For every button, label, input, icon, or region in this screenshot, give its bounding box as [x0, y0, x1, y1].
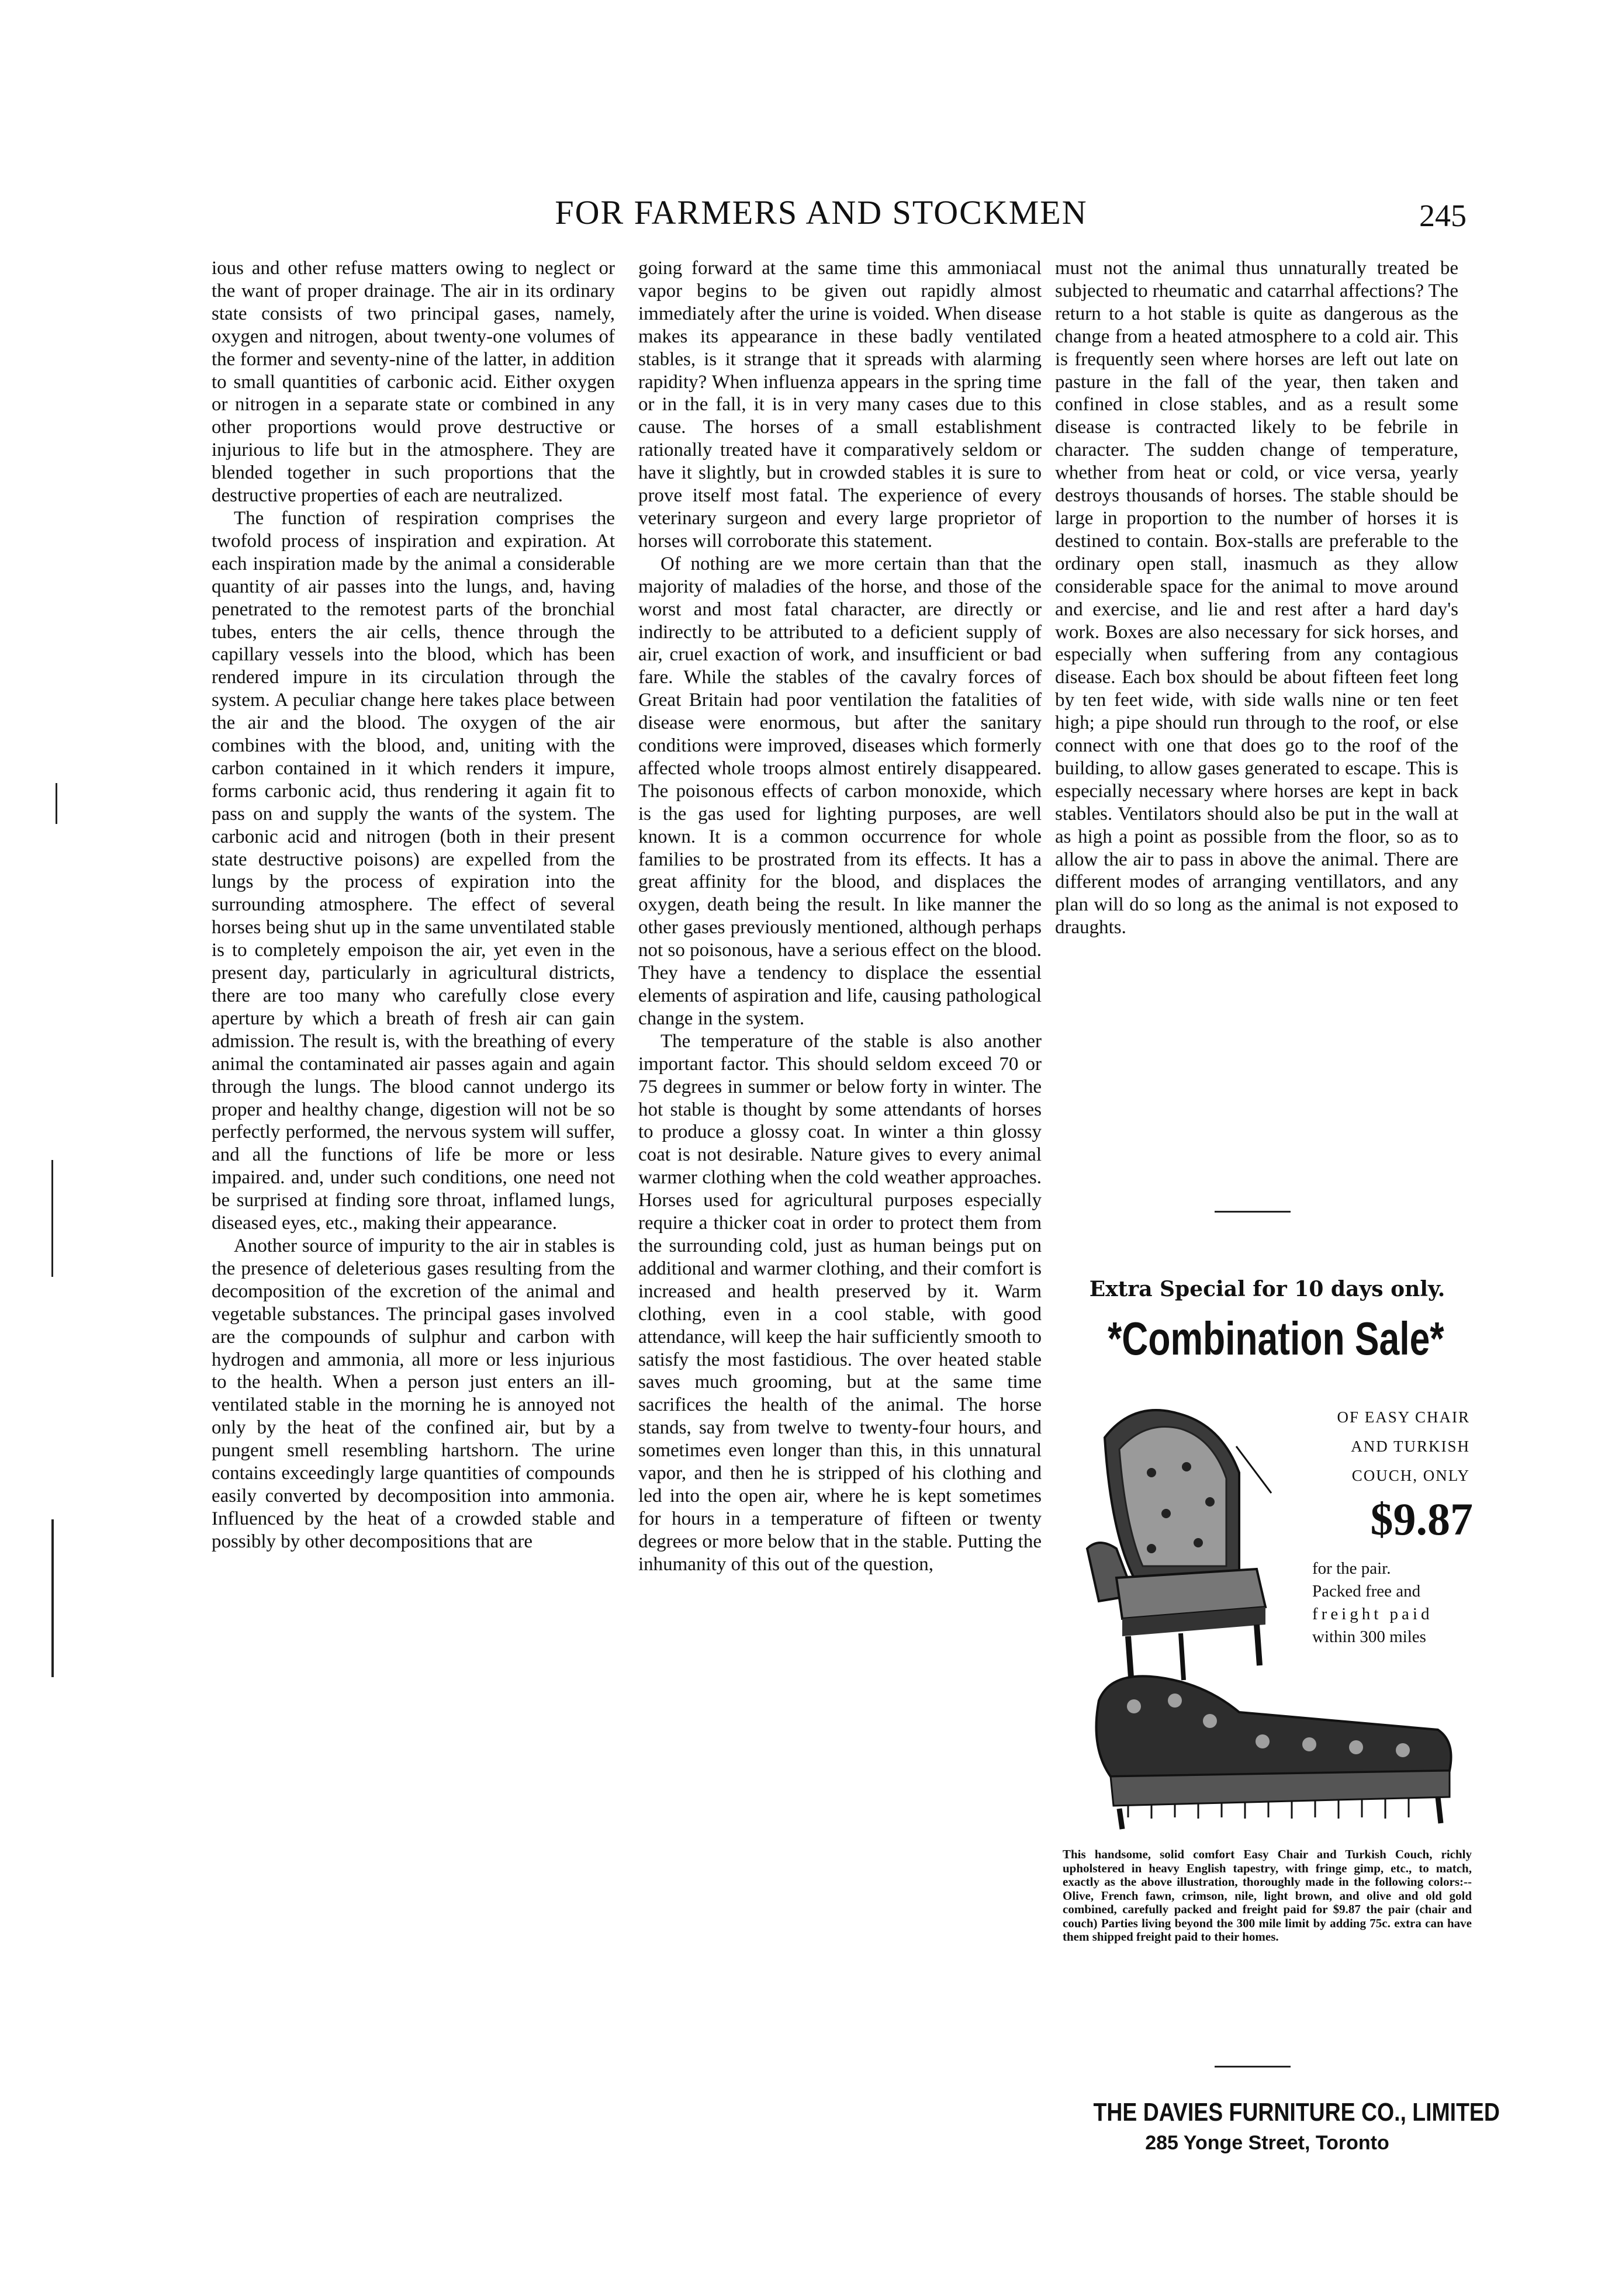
- ad-divider-rule: [1215, 2066, 1291, 2068]
- article-end-rule: [1215, 1211, 1291, 1213]
- paragraph: The temperature of the stable is also another important factor. This should seldom exceed 70 or 75 degrees in summer or below forty in winter. The hot stable is thought by some attendants of horses to produce a glossy coat. In winter a thin glossy coat is not desirable. Nature gives to every animal warmer clothing when the cold weather approaches. Horses used for agricultural purposes especially require a thicker coat in order to protect them from the surrounding cold, just as human beings put on additional and warmer clothing, and their comfort is increased and health preserved by it. Warm clothing, even in a cool stable, with good attendance, will keep the hair sufficiently smooth to satisfy the most fastidious. The over heated stable saves much grooming, but at the same time sacrifices the health of the animal. The horse stands, say from twelve to twenty-four hours, and sometimes even longer than this, in this unnatural vapor, and then he is stripped of his clothing and led into the open air, where he is kept sometimes for hours in a temperature of fifteen or twenty degrees or more below that in the stable. Putting the inhumanity of this out of the question,: [638, 1030, 1042, 1575]
- running-head-title: FOR FARMERS AND STOCKMEN: [555, 193, 1088, 231]
- easy-chair-illustration: [1064, 1402, 1298, 1695]
- page-number: 245: [1419, 198, 1467, 233]
- paragraph: going forward at the same time this ammoniacal vapor begins to be given out rapidly almost immediately after the urine is voided. When disease makes its appearance in these badly ventilated stables, is it strange that it spreads with alarming rapidity? When influenza appears in the spring time or in the fall, it is in very many cases due to this cause. The horses of a small establishment rationally treated have it comparatively seldom or have it slightly, but in crowded stables it is sure to prove itself most fatal. The experience of every veterinary surgeon and every large proprietor of horses will corroborate this statement.: [638, 258, 1042, 552]
- paragraph: must not the animal thus unnaturally treated be subjected to rheumatic and catarrhal affections? The return to a hot stable is quite as dangerous as the change from a heated atmosphere to a cold air. This is frequently seen where horses are left out late on pasture in the fall of the year, then taken and confined in close stables, and as a result some disease is contracted likely to be febrile in character. The sudden change of temperature, whether from heat or cold, or vice versa, yearly destroys thousands of horses. The stable should be large in proportion to the number of horses it is destined to contain. Box-stalls are preferable to the ordinary open stall, inasmuch as they allow considerable space for the animal to move around and exercise, and lie and rest after a hard day's work. Boxes are also necessary for sick horses, and especially when suffering from any contagious disease. Each box should be about fifteen feet long by ten feet wide, with side walls nine or ten feet high; a pipe should run through to the roof, or else connect with one that does go to the roof of the building, to allow gases generated to escape. This is especially necessary where horses are kept in back stables. Ventilators should also be put in the wall at as high a point as possible from the floor, so as to allow the air to pass in above the animal. There are different modes of arranging ventillators, and any plan will do so long as the animal is not exposed to draughts.: [1055, 258, 1458, 939]
- scan-margin-mark: [56, 783, 57, 824]
- ad-price-note: for the pair. Packed free and freight paid within 300 miles: [1312, 1559, 1433, 1646]
- article-column-3: [1055, 257, 1458, 939]
- ad-tagline: Extra Special for 10 days only.: [1089, 1277, 1445, 1301]
- ad-description: This handsome, solid comfort Easy Chair and Turkish Couch, richly upholstered in heavy English tapestry, with fringe gimp, etc., to match, exactly as the above illustration, thoroughly made in the following colors:--Olive, French fawn, crimson, nile, light brown, and olive and old gold combined, carefully packed and freight paid for $9.87 the pair (chair and couch) Parties living beyond the 300 mile limit by adding 75c. extra can have them shipped freight paid to their homes.: [1063, 1847, 1472, 1944]
- turkish-couch-illustration: [1087, 1665, 1461, 1835]
- scan-margin-mark: [51, 1160, 53, 1277]
- ad-subhead: OF EASY CHAIR AND TURKISH COUCH, ONLY: [1337, 1408, 1470, 1484]
- paragraph: Of nothing are we more certain than that the majority of maladies of the horse, and those of the worst and most fatal character, are directly or indirectly to be attributed to a deficient supply of air, cruel exaction of work, and insufficient or bad fare. While the stables of the cavalry forces of Great Britain had poor ventilation the fatalities of disease were enormous, but after the sanitary conditions were improved, diseases which formerly affected whole troops almost entirely disappeared. The poisonous effects of carbon monoxide, which is the gas used for lighting purposes, are well known. It is a common occurrence for whole families to be prostrated from its effects. It has a great affinity for the blood, and displaces the oxygen, death being the result. In like manner the other gases previously mentioned, although perhaps not so poisonous, have a serious effect on the blood. They have a tendency to displace the essential elements of aspiration and life, causing pathological change in the system.: [638, 553, 1042, 1029]
- article-column-2: [638, 257, 1042, 1576]
- article-column-1: [212, 257, 615, 1553]
- ad-address: 285 Yonge Street, Toronto: [1145, 2132, 1389, 2154]
- ad-company-name: THE DAVIES FURNITURE CO., LIMITED: [1093, 2098, 1500, 2127]
- ad-headline: *Combination Sale*: [1108, 1313, 1444, 1365]
- paragraph: Another source of impurity to the air in stables is the presence of deleterious gases resulting from the decomposition of the excretion of the animal and vegetable substances. The principal gases involved are the compounds of sulphur and carbon with hydrogen and ammonia, all more or less injurious to the health. When a person just enters an ill-ventilated stable in the morning he is annoyed not only by the heat of the confined air, but by a pungent smell resembling hartshorn. The urine contains exceedingly large quantities of compounds easily converted by decomposition into ammonia. Influenced by the heat of a crowded stable and possibly by other decompositions that are: [212, 1235, 615, 1552]
- ad-price: $9.87: [1370, 1494, 1473, 1544]
- paragraph: The function of respiration comprises the twofold process of inspiration and expiration. At each inspiration made by the animal a considerable quantity of air passes into the lungs, and, having penetrated to the remotest parts of the bronchial tubes, enters the air cells, thence through the capillary vessels into the blood, which has been rendered impure in its circulation through the system. A peculiar change here takes place between the air and the blood. The oxygen of the air combines with the blood, and, uniting with the carbon contained in it which renders it impure, forms carbonic acid, thus rendering it again fit to pass on and supply the wants of the system. The carbonic acid and nitrogen (both in their present state destructive poisons) are expelled from the lungs by the process of expiration into the surrounding atmosphere. The effect of several horses being shut up in the same unventilated stable is to completely empoison the air, yet even in the present day, particularly in agricultural districts, there are too many who carefully close every aperture by which a breath of fresh air can gain admission. The result is, with the breathing of every animal the contaminated air passes again and again through the lungs. The blood cannot undergo its proper and healthy change, digestion will not be so perfectly performed, the nervous system will suffer, and all the functions of life be more or less impaired. and, under such conditions, one need not be surprised at finding sore throat, inflamed lungs, diseased eyes, etc., making their appearance.: [212, 507, 615, 1234]
- paragraph: ious and other refuse matters owing to neglect or the want of proper drainage. The air in its ordinary state consists of two principal gases, namely, oxygen and nitrogen, about twenty-one volumes of the former and seventy-nine of the latter, in addition to small quantities of carbonic acid. Either oxygen or nitrogen in a separate state or combined in any other proportions would prove destructive or injurious to life but in the atmosphere. They are blended together in such proportions that the destructive properties of each are neutralized.: [212, 258, 615, 507]
- scan-margin-mark: [51, 1519, 54, 1677]
